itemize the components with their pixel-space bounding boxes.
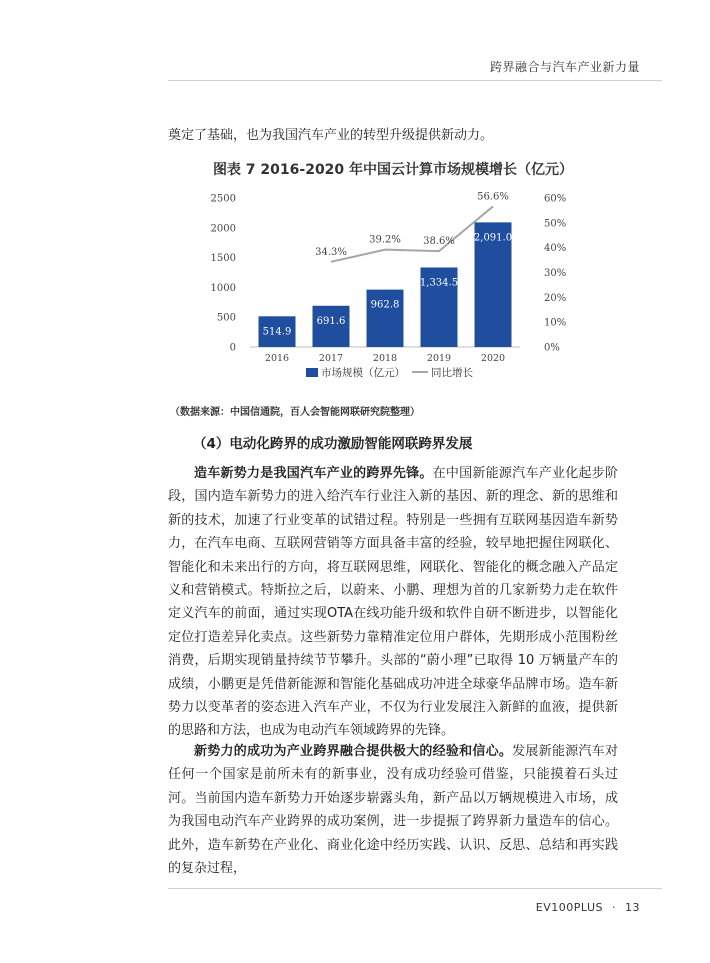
paragraph-body: 在中国新能源汽车产业化起步阶段，国内造车新势力的进入给汽车行业注入新的基因、新的理念、新的思维和新的技术，加速了行业变革的试错过程。特别是一些拥有互联网基因造车新势力，在汽车电商、互联网营销等方面具备丰富的经验，较早地把握住网联化、智能化和未来出行的方向，将互联网思维，网联化、智能化的概念融入产品定义和营销模式。特斯拉之后，以蔚来、小鹏、理想为首的几家新势力走在软件定义汽车的前面，通过实现OTA在线功能升级和软件自研不断进步，以智能化定位打造差异化卖点。这些新势力靠精准定位用户群体，先期形成小范围粉丝消费，后期实现销量持续节节攀升。头部的“蔚小理”已取得 10 万辆量产车的成绩，小鹏更是凭借新能源和智能化基础成功冲进全球豪华品牌市场。造车新势力以变革者的姿态进入汽车产业，不仅为行业发展注入新鲜的血液，提供新的思路和方法，也成为电动汽车领域跨界的先锋。	[168, 466, 618, 739]
chart-title: 图表 7 2016-2020 年中国云计算市场规模增长（亿元）	[212, 162, 574, 178]
y-tick-label: 1000	[210, 282, 236, 294]
market-size-chart	[200, 180, 580, 390]
y2-tick-label: 20%	[544, 292, 567, 304]
footer-brand: EV100PLUS	[535, 901, 603, 914]
header-rule	[168, 80, 662, 81]
y-tick-label: 500	[216, 312, 236, 324]
footer-separator: ·	[612, 901, 616, 914]
x-tick-label: 2020	[480, 353, 506, 364]
y-tick-label: 2500	[210, 193, 236, 205]
y-tick-label: 1500	[210, 253, 236, 265]
bar-value-label: 514.9	[262, 326, 292, 338]
paragraph-new-forces	[168, 462, 618, 743]
y-tick-label: 0	[229, 342, 236, 354]
y2-tick-label: 40%	[544, 243, 567, 255]
paragraph-experience	[168, 740, 618, 880]
bar-value-label: 962.8	[370, 299, 400, 311]
x-tick-label: 2019	[426, 353, 452, 364]
y-tick-label: 2000	[210, 223, 236, 235]
y2-tick-label: 30%	[544, 268, 567, 279]
y2-tick-label: 50%	[544, 218, 567, 230]
legend-bar-swatch	[306, 368, 318, 377]
source-note: （数据来源：中国信通院，百人会智能网联研究院整理）	[170, 407, 420, 418]
growth-label: 38.6%	[423, 236, 455, 248]
y2-tick-label: 0%	[544, 342, 560, 354]
x-tick-label: 2016	[264, 353, 290, 364]
page-footer	[536, 901, 640, 914]
bar-2018	[367, 290, 404, 347]
footer-rule	[168, 888, 662, 889]
legend-line-label: 同比增长	[431, 367, 473, 379]
bar-value-label: 691.6	[316, 315, 346, 327]
growth-label: 39.2%	[369, 234, 401, 246]
x-tick-label: 2018	[372, 353, 398, 364]
header-title: 跨界融合与汽车产业新力量	[489, 60, 640, 74]
intro-paragraph: 奠定了基础，也为我国汽车产业的转型升级提供新动力。	[168, 128, 494, 143]
paragraph-lead: 造车新势力是我国汽车产业的跨界先锋。	[194, 466, 433, 481]
bar-value-label: 2,091.0	[473, 232, 513, 244]
growth-label: 56.6%	[477, 191, 509, 203]
page-number: 13	[625, 901, 640, 914]
bar-value-label: 1,334.5	[419, 277, 459, 289]
growth-line	[331, 206, 493, 261]
y2-tick-label: 10%	[544, 317, 567, 329]
paragraph-body: 发展新能源汽车对任何一个国家是前所未有的新事业，没有成功经验可借鉴，只能摸着石头过河。当前国内造车新势力开始逐步崭露头角，新产品以万辆规模进入市场，成为我国电动汽车产业跨界的成功案例，进一步提振了跨界新力量造车的信心。此外，造车新势在产业化、商业化途中经历实践、认识、反思、总结和再实践的复杂过程，	[168, 744, 618, 877]
legend-bar-label: 市场规模（亿元）	[321, 367, 405, 379]
y2-tick-label: 60%	[544, 193, 567, 205]
section-subheading: （4）电动化跨界的成功激励智能网联跨界发展	[193, 436, 473, 452]
growth-label: 34.3%	[315, 246, 347, 258]
x-tick-label: 2017	[318, 353, 344, 364]
paragraph-lead: 新势力的成功为产业跨界融合提供极大的经验和信心。	[194, 744, 513, 759]
